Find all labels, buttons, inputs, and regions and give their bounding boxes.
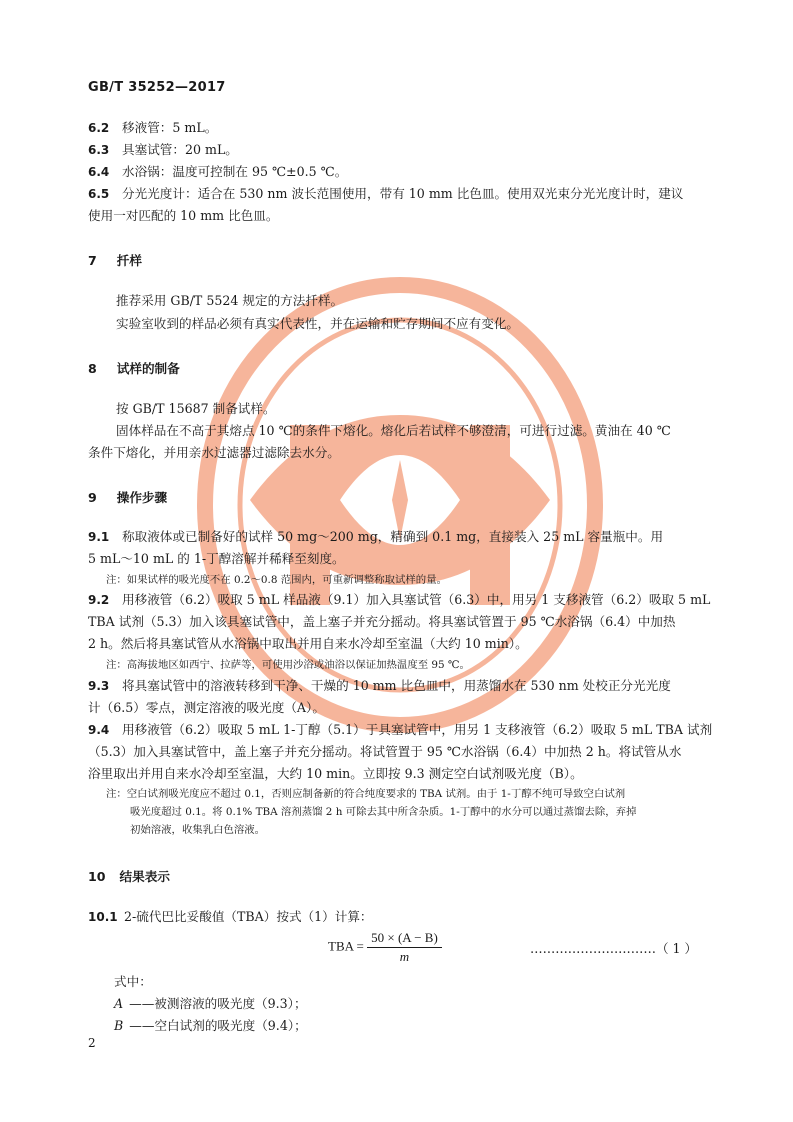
clause-number: 9.4 bbox=[88, 723, 110, 737]
paragraph: 实验室收到的样品必须有真实代表性，并在运输和贮存期间不应有变化。 bbox=[116, 316, 519, 331]
clause-number: 10.1 bbox=[88, 910, 118, 924]
clause-number: 9.1 bbox=[88, 530, 110, 544]
clause-text-line: 5 mL～10 mL 的 1-丁醇溶解并稀释至刻度。 bbox=[88, 551, 345, 566]
formula-numerator: 50 × (A − B) bbox=[367, 930, 442, 948]
formula-lhs: TBA = bbox=[328, 938, 364, 954]
note: 注：高海拔地区如西宁、拉萨等，可使用沙浴或油浴以保证加热温度至 95 ℃。 bbox=[106, 659, 470, 671]
clause-text: 具塞试管：20 mL。 bbox=[122, 142, 238, 157]
clause-text: 将具塞试管中的溶液转移到干净、干燥的 10 mm 比色皿中，用蒸馏水在 530 nm 处校正分光光度 bbox=[122, 678, 671, 693]
clause-number: 9.2 bbox=[88, 593, 110, 607]
section-9-heading bbox=[88, 487, 167, 506]
variable-description: ——空白试剂的吸光度（9.4）； bbox=[129, 1018, 307, 1033]
clause-text: 移液管：5 mL。 bbox=[122, 120, 218, 135]
where-label: 式中： bbox=[114, 974, 152, 989]
section-7-heading bbox=[88, 250, 142, 269]
paragraph: 推荐采用 GB/T 5524 规定的方法扦样。 bbox=[116, 293, 344, 308]
clause-text-line: 浴里取出并用自来水冷却至室温，大约 10 min。立即按 9.3 测定空白试剂吸光度（B）。 bbox=[88, 766, 583, 781]
clause-text: 称取液体或已制备好的试样 50 mg～200 mg，精确到 0.1 mg，直接装入 25 mL 容量瓶中。用 bbox=[122, 529, 664, 544]
clause-6-3 bbox=[88, 140, 238, 160]
clause-9-1 bbox=[88, 527, 663, 547]
section-8-heading bbox=[88, 358, 180, 377]
clause-6-5-continuation: 使用一对匹配的 10 mm 比色皿。 bbox=[88, 208, 279, 223]
clause-text: 2-硫代巴比妥酸值（TBA）按式（1）计算： bbox=[124, 909, 373, 924]
note: 注：空白试剂吸光度应不超过 0.1，否则应制备新的符合纯度要求的 TBA 试剂。由于 1-丁醇不纯可导致空白试剂 bbox=[106, 788, 626, 800]
clause-6-2 bbox=[88, 118, 217, 138]
clause-9-2 bbox=[88, 590, 710, 610]
paragraph: 条件下熔化，并用亲水过滤器过滤除去水分。 bbox=[88, 445, 340, 460]
paragraph: 按 GB/T 15687 制备试样。 bbox=[116, 401, 276, 416]
section-title: 扦样 bbox=[116, 253, 142, 268]
formula-fraction bbox=[367, 930, 442, 965]
note-continuation: 初始溶液，收集乳白色溶液。 bbox=[130, 824, 266, 836]
formula-1 bbox=[328, 930, 442, 965]
clause-10-1 bbox=[88, 907, 373, 927]
clause-text: 用移液管（6.2）吸取 5 mL 样品液（9.1）加入具塞试管（6.3）中，用另 1 支移液管（6.2）吸取 5 mL bbox=[122, 592, 711, 607]
variable-description: ——被测溶液的吸光度（9.3）； bbox=[129, 996, 307, 1011]
section-number: 9 bbox=[88, 490, 97, 505]
clause-text-line: 2 h。然后将具塞试管从水浴锅中取出并用自来水冷却至室温（大约 10 min）。 bbox=[88, 636, 528, 651]
clause-number: 6.2 bbox=[88, 121, 110, 135]
variable-symbol: A bbox=[114, 996, 124, 1011]
paragraph: 固体样品在不高于其熔点 10 ℃的条件下熔化。熔化后若试样不够澄清，可进行过滤。黄油在 40 ℃ bbox=[116, 423, 671, 438]
clause-number: 6.4 bbox=[88, 165, 110, 179]
clause-number: 6.3 bbox=[88, 143, 110, 157]
note-continuation: 吸光度超过 0.1。将 0.1% TBA 溶剂蒸馏 2 h 可除去其中所含杂质。1-丁醇中的水分可以通过蒸馏去除，弃掉 bbox=[130, 806, 637, 818]
clause-6-5 bbox=[88, 184, 683, 204]
clause-6-4 bbox=[88, 162, 347, 182]
equation-number: …………………………（ 1 ） bbox=[530, 941, 698, 956]
clause-text-line: 计（6.5）零点，测定溶液的吸光度（A）。 bbox=[88, 700, 325, 715]
clause-text-line: （5.3）加入具塞试管中，盖上塞子并充分摇动。将试管置于 95 ℃水浴锅（6.4）中加热 2 h。将试管从水 bbox=[88, 744, 682, 759]
section-title: 试样的制备 bbox=[116, 361, 180, 376]
section-number: 10 bbox=[88, 869, 106, 884]
formula-denominator: m bbox=[399, 949, 410, 964]
clause-number: 9.3 bbox=[88, 679, 110, 693]
section-10-heading bbox=[88, 866, 170, 885]
note: 注：如果试样的吸光度不在 0.2～0.8 范围内，可重新调整称取试样的量。 bbox=[106, 574, 447, 586]
clause-text: 分光光度计：适合在 530 nm 波长范围使用，带有 10 mm 比色皿。使用双光束分光光度计时，建议 bbox=[122, 186, 684, 201]
section-title: 操作步骤 bbox=[116, 490, 168, 505]
section-title: 结果表示 bbox=[119, 869, 170, 884]
page-number: 2 bbox=[88, 1036, 96, 1050]
clause-9-4 bbox=[88, 720, 712, 740]
section-number: 7 bbox=[88, 253, 97, 268]
variable-definition bbox=[114, 1016, 307, 1036]
clause-text-line: TBA 试剂（5.3）加入该具塞试管中，盖上塞子并充分摇动。将具塞试管置于 95 ℃水浴锅（6.4）中加热 bbox=[88, 614, 676, 629]
clause-number: 6.5 bbox=[88, 187, 110, 201]
clause-9-3 bbox=[88, 676, 671, 696]
clause-text: 水浴锅：温度可控制在 95 ℃±0.5 ℃。 bbox=[122, 164, 348, 179]
section-number: 8 bbox=[88, 361, 97, 376]
standard-code-header: GB/T 35252—2017 bbox=[88, 80, 226, 95]
clause-text: 用移液管（6.2）吸取 5 mL 1-丁醇（5.1）于具塞试管中，用另 1 支移液管（6.2）吸取 5 mL TBA 试剂 bbox=[122, 722, 713, 737]
variable-definition bbox=[114, 994, 307, 1014]
variable-symbol: B bbox=[114, 1018, 124, 1033]
